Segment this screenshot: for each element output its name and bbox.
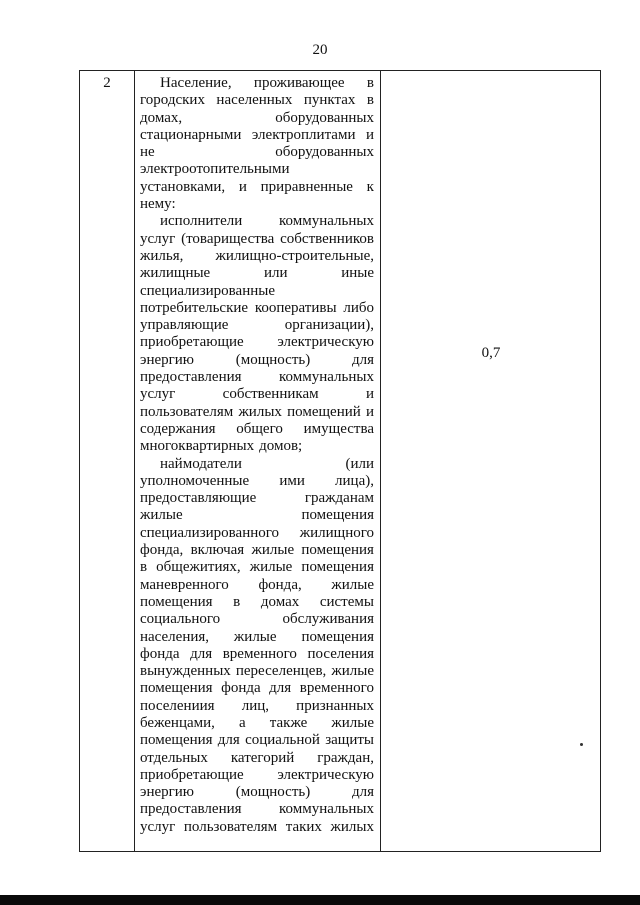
description-line: [140, 334, 374, 351]
description-word: стационарными: [140, 126, 242, 143]
description-line: [140, 629, 374, 646]
description-word: жилых: [330, 818, 374, 835]
description-word: не: [140, 144, 155, 161]
description-word: проживающее: [253, 75, 345, 91]
description-word: оборудованных: [275, 144, 374, 161]
description-word: фонда,: [140, 542, 184, 559]
description-word: жилые: [249, 559, 293, 576]
description-word: для: [351, 351, 374, 368]
description-word: жилые: [331, 663, 374, 680]
description-word: собственников: [280, 230, 374, 247]
description-word: домах,: [140, 109, 183, 126]
description-line: [140, 456, 374, 473]
description-word: населения,: [140, 628, 210, 645]
description-word: помещения: [301, 542, 374, 559]
description-word: либо: [343, 299, 374, 316]
description-word: (мощность): [235, 351, 311, 368]
description-word: а: [239, 714, 246, 731]
description-word: социальной: [245, 732, 320, 749]
description-word: в: [366, 75, 374, 91]
description-word: пользователям: [140, 403, 234, 420]
description-word: помещения: [140, 593, 213, 610]
description-line: [140, 179, 374, 196]
description-word: жилищного: [299, 524, 374, 541]
description-word: поселения: [307, 645, 374, 662]
description-word: общежитиях,: [156, 559, 241, 576]
description-word: (мощность): [235, 784, 311, 801]
description-word: фонда,: [258, 576, 302, 593]
description-word: и: [238, 178, 247, 195]
description-word: вынужденных: [140, 663, 231, 680]
description-word: фонда: [221, 680, 261, 697]
description-word: включая: [190, 542, 245, 559]
description-word: иные: [341, 265, 374, 282]
description-word: для: [190, 645, 213, 662]
description-word: признанных: [296, 697, 374, 714]
scan-speck: [580, 743, 583, 746]
description-line: [140, 110, 374, 127]
description-word: поселениия: [140, 697, 215, 714]
description-line: [140, 646, 374, 663]
description-word: электрическую: [277, 334, 374, 351]
description-line: [140, 196, 374, 213]
description-word: домах: [260, 593, 300, 610]
description-line: [140, 438, 374, 455]
description-word: для: [269, 680, 292, 697]
description-line: [140, 300, 374, 317]
description-word: специализированного: [140, 524, 280, 541]
description-line: [140, 265, 374, 282]
description-line: [140, 750, 374, 767]
description-word: пользователям: [183, 818, 278, 835]
description-word: общего: [236, 420, 283, 437]
description-word: нему:: [140, 196, 176, 213]
description-word: имущества: [303, 420, 374, 437]
description-word: к: [366, 178, 374, 195]
description-line: [140, 801, 374, 818]
description-line: [140, 611, 374, 628]
description-line: [140, 283, 374, 300]
description-word: предоставляющие: [140, 490, 257, 507]
description-line: [140, 473, 374, 490]
description-word: в: [233, 593, 241, 610]
description-word: жилые: [140, 507, 183, 524]
description-word: коммунальных: [279, 801, 374, 818]
description-line: [140, 161, 374, 178]
description-word: приобретающие: [140, 334, 244, 351]
description-line: [140, 559, 374, 576]
description-word: предоставления: [140, 801, 242, 818]
description-word: жилые: [331, 576, 374, 593]
description-line: [140, 490, 374, 507]
tariff-table: [79, 70, 601, 852]
description-line: [140, 352, 374, 369]
description-word: домов;: [259, 438, 303, 455]
description-word: уполномоченные: [140, 472, 250, 489]
description-line: [140, 421, 374, 438]
description-line: [140, 213, 374, 230]
description-word: Население,: [160, 75, 232, 91]
description-line: [140, 767, 374, 784]
description-word: также: [269, 714, 308, 731]
description-line: [140, 386, 374, 403]
description-word: кооперативы: [254, 299, 337, 316]
description-line: [140, 248, 374, 265]
description-line: [140, 542, 374, 559]
description-word: в: [140, 559, 148, 576]
description-word: для: [351, 784, 374, 801]
description-word: специализированные: [140, 282, 275, 299]
description-word: в: [366, 92, 374, 109]
description-word: услуг: [140, 386, 176, 403]
description-line: [140, 317, 374, 334]
description-word: наймодатели: [160, 455, 242, 472]
description-line: [140, 369, 374, 386]
description-line: [140, 715, 374, 732]
column-divider: [380, 71, 381, 851]
description-word: помещений: [287, 403, 361, 420]
description-word: помещения: [301, 628, 374, 645]
description-word: коммунальных: [279, 213, 374, 230]
description-word: и: [365, 386, 374, 403]
description-word: обслуживания: [282, 611, 374, 628]
description-word: коммунальных: [279, 369, 374, 386]
description-line: [140, 144, 374, 161]
description-line: [140, 75, 374, 92]
description-word: управляющие: [140, 317, 229, 334]
description-word: жилья,: [140, 247, 184, 264]
description-word: граждан,: [317, 749, 374, 766]
description-word: для: [217, 732, 240, 749]
description-word: помещения: [140, 680, 213, 697]
description-word: жилые: [331, 714, 374, 731]
description-word: оборудованных: [275, 109, 374, 126]
description-word: услуг: [140, 818, 176, 835]
description-word: жилых: [238, 403, 282, 420]
description-word: и: [365, 403, 374, 420]
description-word: (или: [345, 455, 374, 472]
description-word: приравненные: [260, 178, 353, 195]
description-line: [140, 92, 374, 109]
page-number: 20: [312, 42, 328, 58]
description-word: помещения: [301, 507, 374, 524]
description-word: временного: [299, 680, 374, 697]
description-line: [140, 507, 374, 524]
description-word: переселенцев,: [235, 663, 327, 680]
description-word: категорий: [230, 749, 295, 766]
description-word: электроплитами: [251, 126, 356, 143]
description-word: временного: [222, 645, 297, 662]
description-word: маневренного: [140, 576, 229, 593]
description-line: [140, 732, 374, 749]
description-line: [140, 784, 374, 801]
column-divider: [134, 71, 135, 851]
description-word: системы: [319, 593, 374, 610]
description-word: населенных: [216, 92, 293, 109]
description-word: энергию: [140, 784, 195, 801]
description-line: [140, 404, 374, 421]
description-word: беженцами,: [140, 714, 215, 731]
coefficient-value: 0,7: [481, 345, 501, 361]
description-word: приобретающие: [140, 766, 244, 783]
description-line: [140, 594, 374, 611]
row-number: 2: [103, 75, 111, 91]
description-word: и: [365, 126, 374, 143]
description-word: защиты: [325, 732, 374, 749]
row-description: [140, 75, 374, 836]
description-word: лиц,: [241, 697, 269, 714]
description-line: [140, 231, 374, 248]
description-word: потребительские: [140, 299, 249, 316]
description-word: фонда: [140, 645, 180, 662]
description-line: [140, 698, 374, 715]
scan-edge: [0, 895, 640, 905]
description-word: лица),: [335, 472, 374, 489]
description-word: жилые: [233, 628, 277, 645]
description-line: [140, 127, 374, 144]
description-word: отдельных: [140, 749, 208, 766]
description-word: жилищные: [140, 265, 211, 282]
description-word: установками,: [140, 178, 226, 195]
description-word: социального: [140, 611, 221, 628]
description-word: (товарищества: [181, 230, 275, 247]
description-word: электрическую: [277, 766, 374, 783]
description-word: услуг: [140, 230, 176, 247]
description-word: организации),: [284, 317, 374, 334]
description-word: помещения: [140, 732, 213, 749]
description-line: [140, 819, 374, 836]
description-line: [140, 525, 374, 542]
description-line: [140, 663, 374, 680]
description-word: электроотопительными: [140, 161, 290, 178]
description-word: городских: [140, 92, 205, 109]
description-word: жилищно-строительные,: [215, 247, 374, 264]
description-word: энергию: [140, 351, 195, 368]
description-word: исполнители: [160, 213, 243, 230]
description-word: собственникам: [222, 386, 319, 403]
description-word: или: [263, 265, 288, 282]
description-word: содержания: [140, 420, 216, 437]
description-line: [140, 680, 374, 697]
description-word: таких: [285, 818, 322, 835]
description-line: [140, 577, 374, 594]
description-word: многоквартирных: [140, 438, 255, 455]
description-word: ими: [279, 472, 305, 489]
description-word: помещения: [301, 559, 374, 576]
description-word: гражданам: [304, 490, 374, 507]
description-word: предоставления: [140, 369, 242, 386]
description-word: жилые: [251, 542, 295, 559]
description-word: пунктах: [303, 92, 356, 109]
